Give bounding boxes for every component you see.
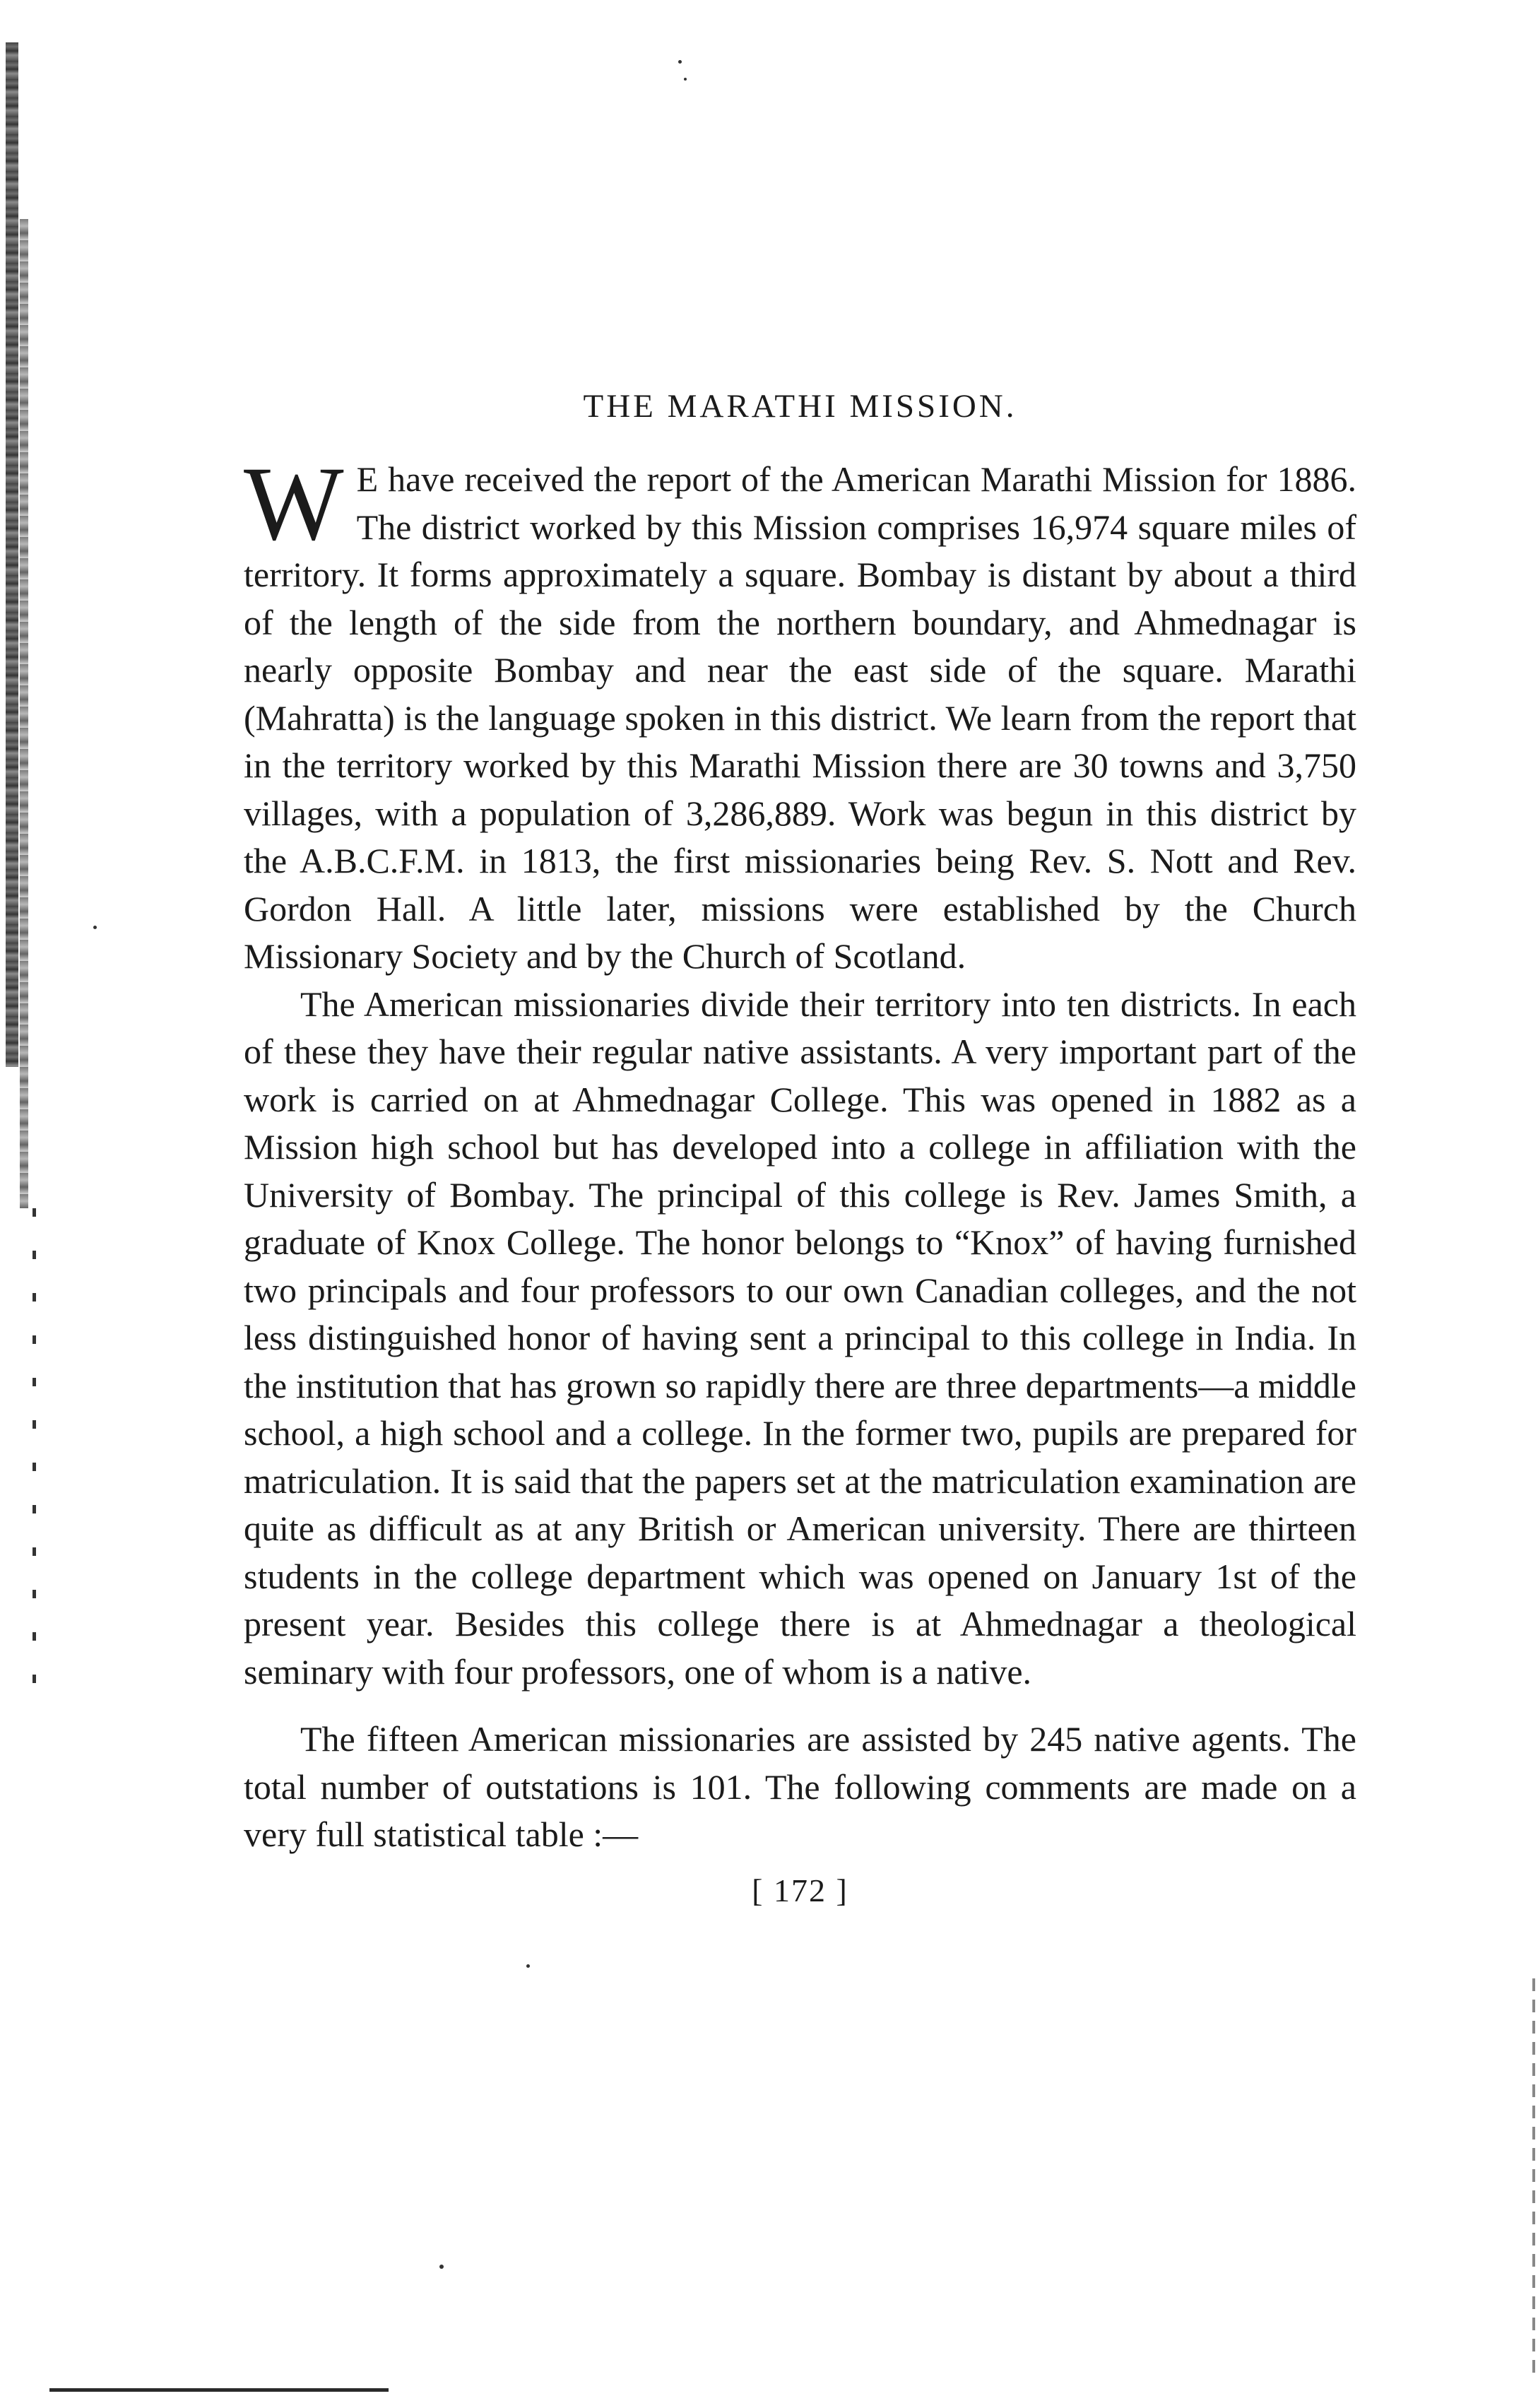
paragraph-2: The American missionaries divide their territory into ten districts. In each of these they have their regular native assistants. A very important part of the work is carried on at Ahmednagar College. This was opened in 1882 as a Mission high school but has developed into a college in affiliation with the University of Bombay. The principal of this college is Rev. James Smith, a graduate of Knox College. The honor belongs to “Knox” of having furnished two principals and four professors to our own Canadian colleges, and the not less distinguished honor of having sent a principal to this college in India. In the institution that has grown so rapidly there are three departments—a middle school, a high school and a college. In the former two, pupils are prepared for matriculation. It is said that the papers set at the matriculation examination are quite as difficult as at any British or American university. There are thirteen students in the college department which was opened on January 1st of the present year. Besides this college there is at Ahmednagar a theological seminary with four professors, one of whom is a native. [244,984,1356,1692]
speck [93,926,97,929]
speck [439,2265,444,2269]
page-number: [ 172 ] [752,1872,848,1908]
paragraph-1 [244,445,1356,981]
page-title: THE MARATHI MISSION. [583,388,1017,425]
drop-cap: W [244,445,344,562]
speck [684,78,687,81]
bottom-rule [49,2388,389,2392]
binding-edge [6,42,45,1668]
paragraph-3: The fifteen American missionaries are assisted by 245 native agents. The total number of outstations is 101. The following comments are made on a very full statistical table :— [244,1719,1356,1854]
paragraph-1-text: E have received the report of the American Marathi Mission for 1886. The district worked by this Mission comprises 16,974 square miles of territory. It forms approximately a square. Bombay is distant by about a third of the length of the side from the northern boundary, and Ahmednagar is nearly opposite Bombay and near the east side of the square. Marathi (Mahratta) is the language spoken in this district. We learn from the report that in the territory worked by this Marathi Mission there are 30 towns and 3,750 villages, with a population of 3,286,889. Work was begun in this district by the A.B.C.F.M. in 1813, the first missionaries being Rev. S. Nott and Rev. Gordon Hall. A little later, missions were established by the Church Missionary Society and by the Church of Scotland. [244,459,1356,976]
speck [526,1964,530,1968]
right-edge-marks [1532,1978,1535,2374]
binding-edge-dots [32,1208,36,1703]
page-content [244,385,1356,1909]
binding-edge-dark [6,42,18,1067]
speck [678,60,682,64]
binding-edge-streak [20,219,28,1208]
paragraph-gap [244,1696,1356,1716]
